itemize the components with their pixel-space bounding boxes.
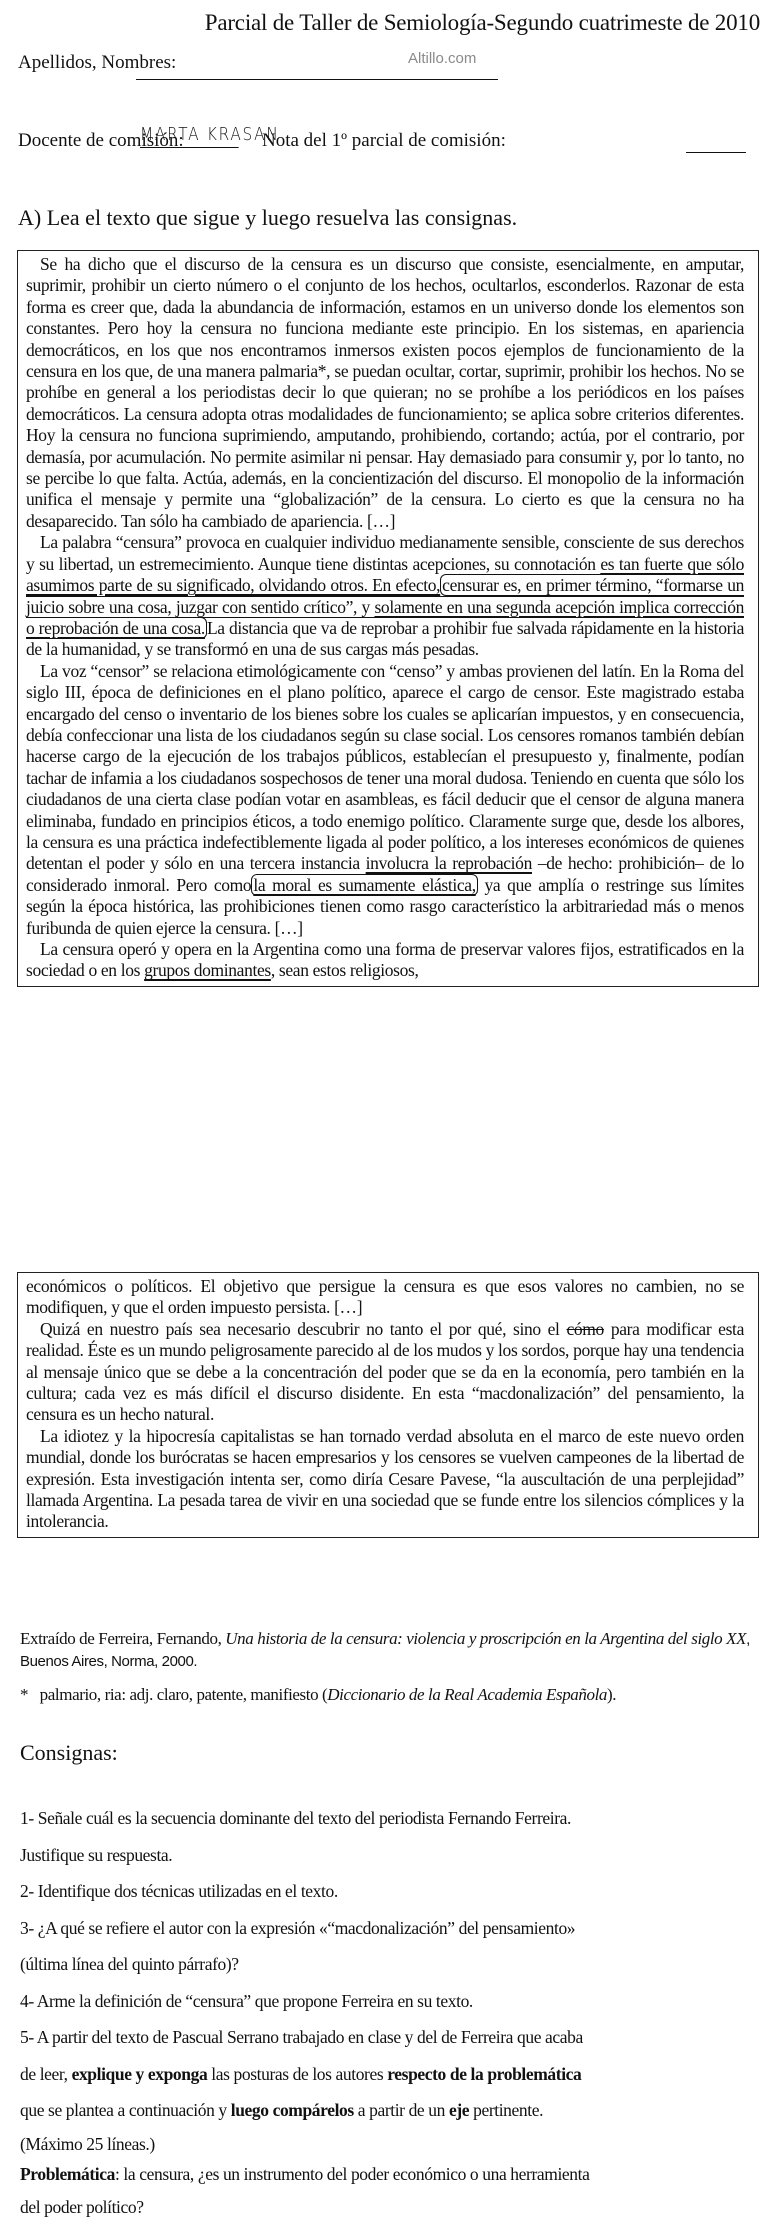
section-a-instruction: A) Lea el texto que sigue y luego resuelva las consignas.	[18, 205, 518, 230]
question-3: 3- ¿A qué se refiere el autor con la expresión «“macdonalización” del pensamiento»	[20, 1917, 576, 1938]
citation: Extraído de Ferreira, Fernando, Una historia de la censura: violencia y proscripción en la Argentina del siglo XX, Buenos Aires, Norma, 2000.	[20, 1629, 750, 1670]
boxed-annotation: censurar es, en primer término, “formarse un juicio sobre una cosa, juzgar con sentido crítico”, y solamente en una segunda acepción implica corrección o reprobación de una cosa.	[26, 575, 744, 638]
question-5-line-2: de leer, explique y exponga las posturas de los autores respecto de la problemática	[20, 2063, 582, 2084]
struck-annotation: cómo	[566, 1318, 604, 1339]
paragraph-2: La palabra “censura” provoca en cualquier individuo medianamente sensible, consciente de sus derechos y su libertad, un estremecimiento. Aunque tiene distintas acepciones, su connotación es tan fuerte que sólo asumimos parte de su significado, olvidando otros. En efecto, censurar es, en primer término, “formarse un juicio sobre una cosa, juzgar con sentido crítico”, y solamente en una segunda acepción implica corrección o reprobación de una cosa. La distancia que va de reprobar a prohibir fue salvada rápidamente en la historia de la humanidad, y se transformó en una de sus cargas más pesadas.	[26, 532, 744, 660]
footnote-marker: *	[20, 1685, 29, 1704]
reading-text-box-1	[17, 250, 759, 987]
underlined-annotation: solamente en una segunda acepción implica corrección o reprobación de una cosa.	[26, 596, 744, 638]
watermark: Altillo.com	[408, 50, 477, 67]
underlined-annotation: es tan fuerte que sólo asumimos parte de su significado, olvidando otros. En efecto,	[26, 553, 744, 596]
question-5-line-3: que se plantea a continuación y luego compárelos a partir de un eje pertinente.	[20, 2100, 544, 2120]
underlined-annotation: grupos dominantes	[144, 960, 271, 981]
name-field-label: Apellidos, Nombres:	[18, 52, 177, 73]
paragraph-1: Se ha dicho que el discurso de la censura es un discurso que consiste, esencialmente, en amputar, suprimir, prohibir un cierto número o el conjunto de los hechos, ocultarlos, esconderlos. Razonar de esta forma es creer que, dada la abundancia de información, estamos en un universo donde los elementos son constantes. Pero hoy la censura no funciona mediante este principio. En los sistemas, en apariencia democráticos, en los que nos encontramos inmersos existen pocos ejemplos de funcionamiento de la censura en los que, de una manera palmaria*, se puedan ocultar, cortar, suprimir, prohibir los hechos. No se prohíbe en general a los periodistas decir lo que quieran; no se prohíbe a los periódicos en los países democráticos. La censura adopta otras modalidades de funcionamiento; se aplica sobre criterios diferentes. Hoy la censura no funciona suprimiendo, amputando, prohibiendo, cortando; actúa, por el contrario, por demasía, por acumulación. No permite asimilar ni pensar. Hay demasiado para consumir y, por lo tanto, no se percibe lo que falta. Actúa, además, en la concientización del discurso. El monopolio de la información unifica el mensaje y permite una “globalización” de la censura. Lo cierto es que la censura no ha desaparecido. Tan sólo ha cambiado de apariencia. […]	[26, 254, 744, 531]
question-3-continued: (última línea del quinto párrafo)?	[20, 1954, 239, 1974]
question-2: 2- Identifique dos técnicas utilizadas en el texto.	[20, 1881, 338, 1901]
paragraph-6: La idiotez y la hipocresía capitalistas se han tornado verdad absoluta en el marco de este nuevo orden mundial, donde los burócratas se hacen empresarios y los censores se vuelven campeones de la libertad de expresión. Esta investigación intenta ser, como diría Cesare Pavese, “la auscultación de una perplejidad” llamada Argentina. La pesada tarea de vivir en una sociedad que se funde entre los silencios cómplices y la intolerancia.	[26, 1425, 744, 1532]
paragraph-4: La censura operó y opera en la Argentina como una forma de preservar valores fijos, estratificados en la sociedad o en los grupos dominantes, sean estos religiosos,	[26, 939, 744, 981]
paragraph-4-continued: económicos o políticos. El objetivo que persigue la censura es que esos valores no cambien, no se modifiquen, y que el orden impuesto persista. […]	[26, 1276, 744, 1318]
consignas-heading: Consignas:	[20, 1740, 118, 1765]
reading-text-box-2	[17, 1272, 759, 1538]
footnote: * palmario, ria: adj. claro, patente, manifiesto (Diccionario de la Real Academia Española).	[20, 1685, 617, 1704]
underlined-annotation: involucra la reprobación	[365, 853, 532, 874]
problem-statement: Problemática: la censura, ¿es un instrumento del poder económico o una herramienta	[20, 2163, 590, 2184]
paragraph-5: Quizá en nuestro país sea necesario descubrir no tanto el por qué, sino el cómo para modificar esta realidad. Éste es un mundo peligrosamente parecido al de los mudos y los sordos, porque hay una tendencia al mensaje único que se debe a la concentración del poder que se da en la economía, pero también en la cultura; cada vez es más difícil el discurso disidente. En esta “macdonalización” del pensamiento, la censura es un hecho natural.	[26, 1318, 744, 1425]
teacher-field-label: Docente de comisión:	[18, 130, 184, 151]
citation-book-title: Una historia de la censura: violencia y proscripción en la Argentina del siglo XX	[225, 1629, 747, 1648]
consignas-list	[20, 1800, 760, 2225]
grade-field-line[interactable]	[686, 152, 746, 153]
page-title: Parcial de Taller de Semiología-Segundo cuatrimeste de 2010	[204, 10, 760, 35]
question-1: 1- Señale cuál es la secuencia dominante del texto del periodista Fernando Ferreira.	[20, 1808, 571, 1828]
question-5: 5- A partir del texto de Pascual Serrano trabajado en clase y del de Ferreira que acaba	[20, 2027, 583, 2047]
circled-annotation: la moral es sumamente elástica,	[253, 874, 476, 895]
question-5-limit: (Máximo 25 líneas.)	[20, 2133, 155, 2154]
paragraph-3: La voz “censor” se relaciona etimológicamente con “censo” y ambas provienen del latín. En la Roma del siglo III, época de definiciones en el plano político, aparece el cargo de censor. Este magistrado estaba encargado del censo o inventario de los bienes sobre los cuales se aplicarían impuestos, y en consecuencia, debía confeccionar una lista de los ciudadanos según su clase social. Los censores romanos también debían hacerse cargo de la ejecución de los trabajos públicos, establecían el presupuesto y, finalmente, podían tachar de infamia a los ciudadanos sospechosos de tener una moral dudosa. Teniendo en cuenta que sólo los ciudadanos de una cierta clase podían votar en asambleas, es fácil deducir que el censor de alguna manera eliminaba, fundado en principios éticos, a todo enemigo político. Claramente surge que, desde los albores, la censura es una práctica indefectiblemente ligada al poder político, a los intereses económicos de quienes detentan el poder y sólo en una tercera instancia involucra la reprobación –de hecho: prohibición– de lo considerado inmoral. Pero como la moral es sumamente elástica, ya que amplía o restringe sus límites según la época histórica, las prohibiciones tienen como rasgo característico la arbitrariedad más o menos furibunda de quien ejerce la censura. […]	[26, 660, 744, 938]
teacher-name-handwritten: MARTA KRASAN	[140, 124, 239, 148]
grade-field-label: Nota del 1º parcial de comisión:	[262, 130, 506, 151]
problem-statement-continued: del poder político?	[20, 2196, 144, 2217]
footnote-source: Diccionario de la Real Academia Española	[327, 1685, 608, 1704]
question-1-continued: Justifique su respuesta.	[20, 1844, 173, 1865]
question-4: 4- Arme la definición de “censura” que propone Ferreira en su texto.	[20, 1990, 473, 2011]
name-field-line[interactable]	[136, 79, 498, 80]
